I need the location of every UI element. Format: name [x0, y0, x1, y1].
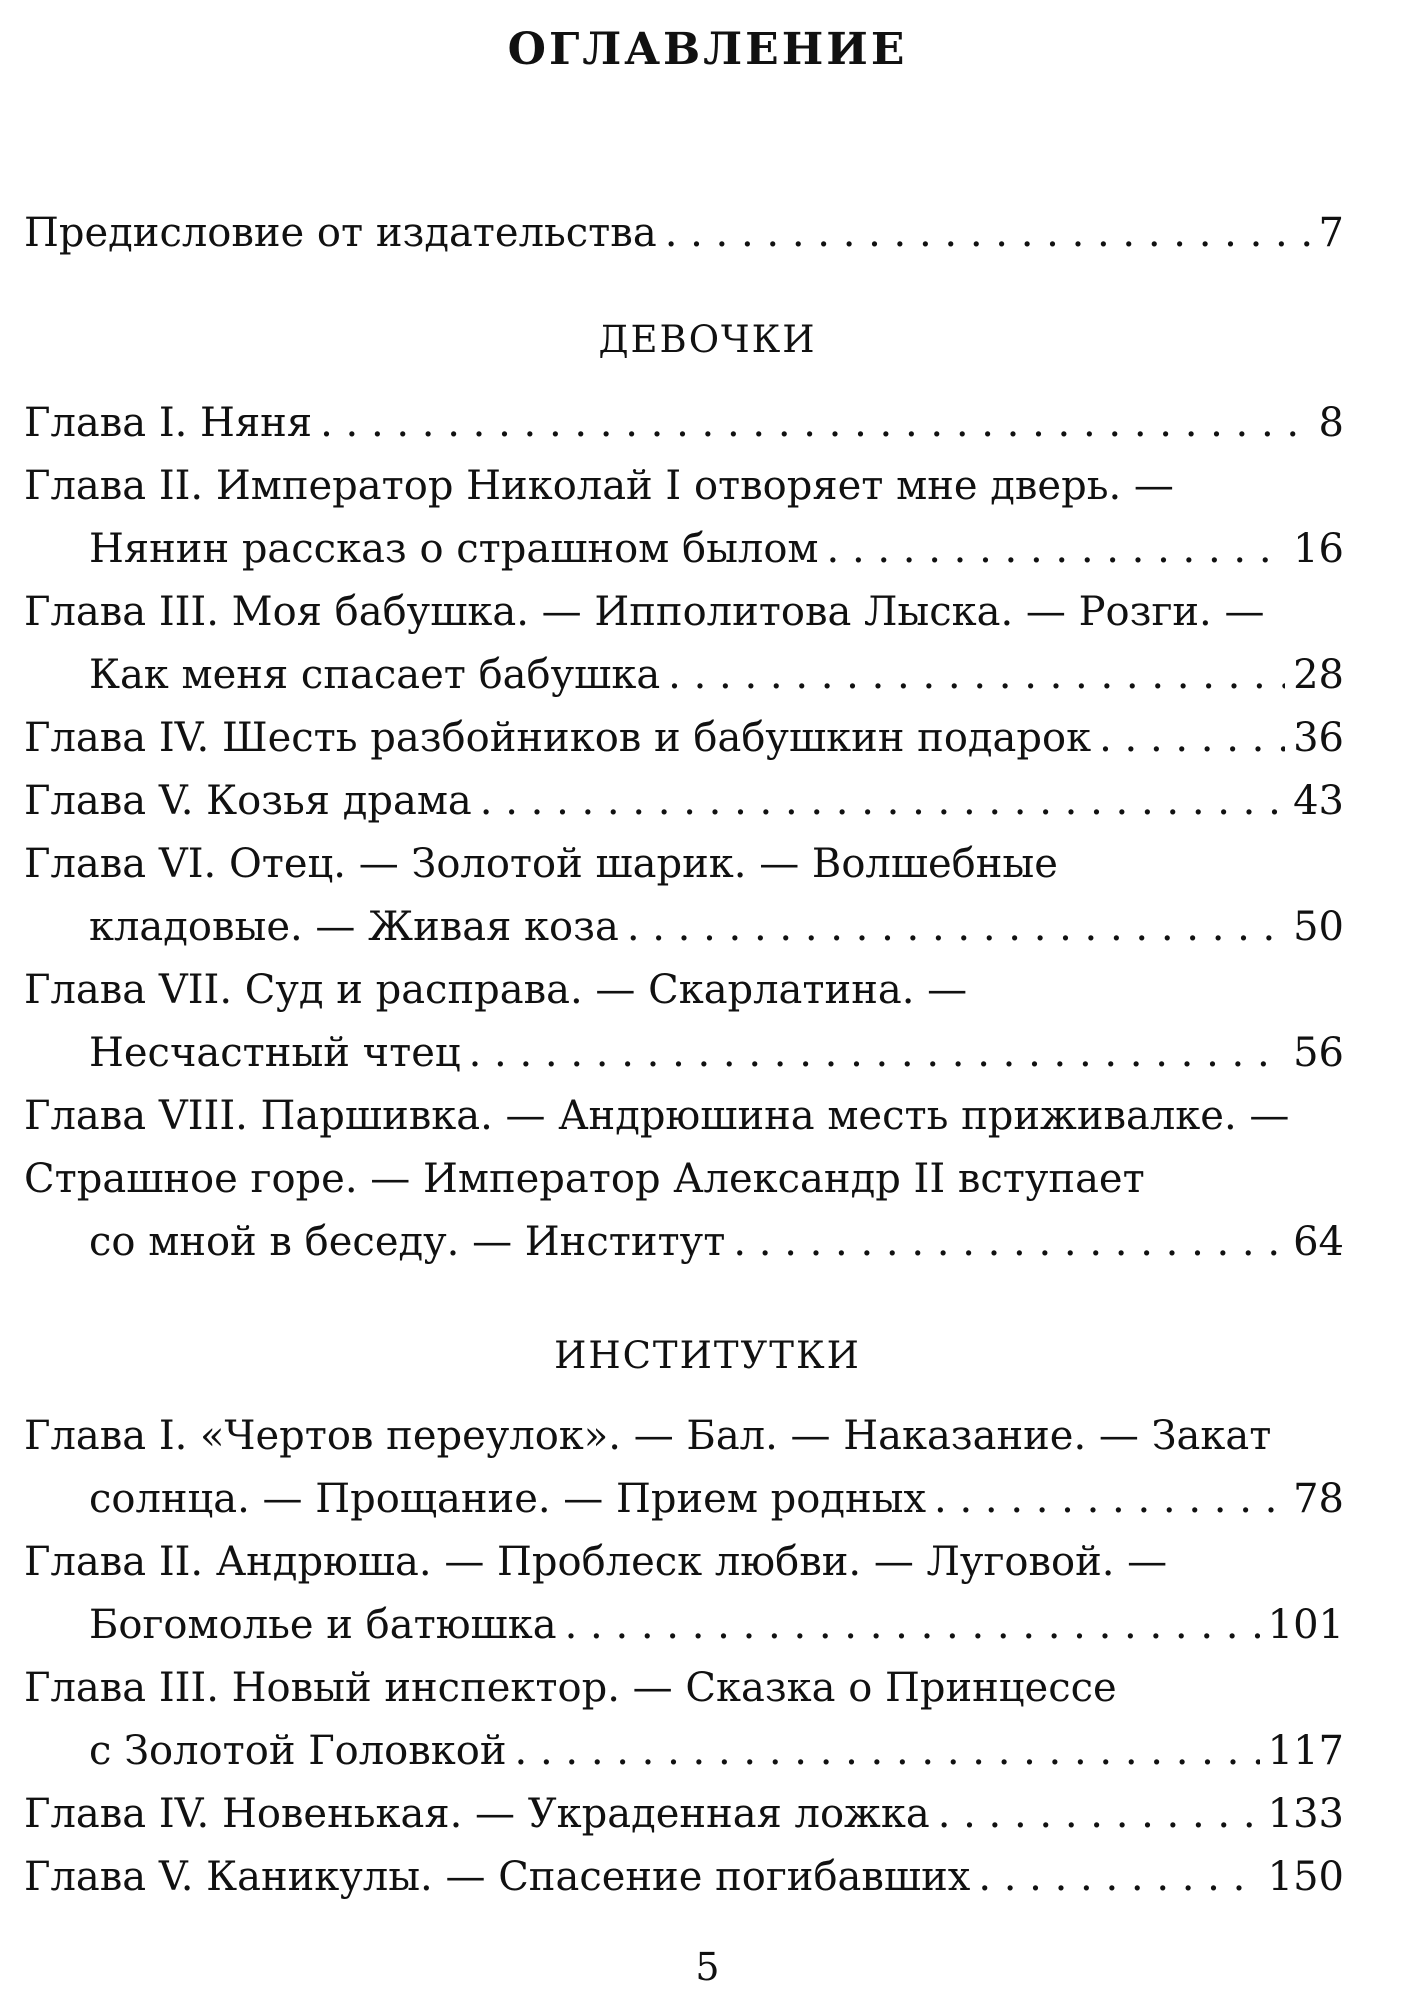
entry-page: 7: [1318, 210, 1344, 256]
entry-label: Глава II. Император Николай I отворяет мне дверь. —: [24, 463, 1174, 509]
leader-dots: [733, 1214, 1285, 1270]
toc-entry: [89, 1723, 1344, 1779]
entry-label: Глава V. Козья драма: [24, 778, 472, 824]
leader-dots: [320, 395, 1310, 451]
toc-entry: [24, 1849, 1344, 1905]
entry-label: Глава VIII. Паршивка. — Андрюшина месть приживалке. —: [24, 1093, 1290, 1139]
toc-entry: [89, 899, 1344, 955]
entry-label: Глава VII. Суд и расправа. — Скарлатина. —: [24, 967, 968, 1013]
leader-dots: [665, 205, 1311, 261]
section-heading: ИНСТИТУТКИ: [554, 1334, 861, 1377]
entry-label: с Золотой Головкой: [89, 1728, 507, 1774]
page-number: 5: [695, 1945, 720, 1989]
toc-entry: [89, 1471, 1344, 1527]
entry-page: 28: [1293, 652, 1344, 698]
entry-label: Глава V. Каникулы. — Спасение погибавших: [24, 1854, 971, 1900]
toc-entry-preface: [24, 205, 1344, 261]
leader-dots: [668, 647, 1285, 703]
entry-page: 101: [1267, 1602, 1344, 1648]
leader-dots: [1099, 710, 1285, 766]
entry-label: Предисловие от издательства: [24, 210, 657, 256]
toc-entry: [24, 710, 1344, 766]
toc-entry: [89, 1214, 1344, 1270]
toc-entry: [89, 521, 1344, 577]
entry-label: Несчастный чтец: [89, 1030, 461, 1076]
entry-label: со мной в беседу. — Институт: [89, 1219, 726, 1265]
entry-label: Глава IV. Шесть разбойников и бабушкин подарок: [24, 715, 1092, 761]
toc-entry: [24, 395, 1344, 451]
toc-title: ОГЛАВЛЕНИЕ: [507, 24, 908, 75]
toc-entry: [89, 1597, 1344, 1653]
entry-page: 50: [1293, 904, 1344, 950]
entry-label: Глава III. Моя бабушка. — Ипполитова Лыска. — Розги. —: [24, 589, 1265, 635]
entry-label: Глава II. Андрюша. — Проблеск любви. — Луговой. —: [24, 1539, 1168, 1585]
entry-page: 117: [1267, 1728, 1344, 1774]
leader-dots: [515, 1723, 1260, 1779]
entry-label: Глава I. «Чертов переулок». — Бал. — Наказание. — Закат: [24, 1413, 1272, 1459]
leader-dots: [565, 1597, 1260, 1653]
entry-page: 150: [1267, 1854, 1344, 1900]
toc-entry: [24, 1786, 1344, 1842]
entry-page: 36: [1293, 715, 1344, 761]
entry-label: Глава VI. Отец. — Золотой шарик. — Волшебные: [24, 841, 1058, 887]
entry-page: 56: [1293, 1030, 1344, 1076]
entry-label: Богомолье и батюшка: [89, 1602, 557, 1648]
entry-page: 133: [1267, 1791, 1344, 1837]
toc-entry: [24, 773, 1344, 829]
leader-dots: [978, 1849, 1259, 1905]
leader-dots: [627, 899, 1285, 955]
leader-dots: [480, 773, 1285, 829]
toc-entry: [89, 1025, 1344, 1081]
entry-page: 16: [1293, 526, 1344, 572]
leader-dots: [934, 1471, 1285, 1527]
entry-label: Глава III. Новый инспектор. — Сказка о Принцессе: [24, 1665, 1117, 1711]
entry-label: кладовые. — Живая коза: [89, 904, 619, 950]
toc-entry: [89, 647, 1344, 703]
entry-label: солнца. — Прощание. — Прием родных: [89, 1476, 927, 1522]
entry-page: 43: [1293, 778, 1344, 824]
entry-label: Нянин рассказ о страшном былом: [89, 526, 819, 572]
entry-page: 64: [1293, 1219, 1344, 1265]
leader-dots: [938, 1786, 1260, 1842]
entry-label: Глава I. Няня: [24, 400, 313, 446]
entry-label: Глава IV. Новенькая. — Украденная ложка: [24, 1791, 930, 1837]
section-heading: ДЕВОЧКИ: [598, 318, 817, 361]
leader-dots: [827, 521, 1286, 577]
entry-page: 8: [1318, 400, 1344, 446]
entry-label: Как меня спасает бабушка: [89, 652, 661, 698]
leader-dots: [469, 1025, 1285, 1081]
entry-page: 78: [1293, 1476, 1344, 1522]
entry-label: Страшное горе. — Император Александр II вступает: [24, 1156, 1145, 1202]
